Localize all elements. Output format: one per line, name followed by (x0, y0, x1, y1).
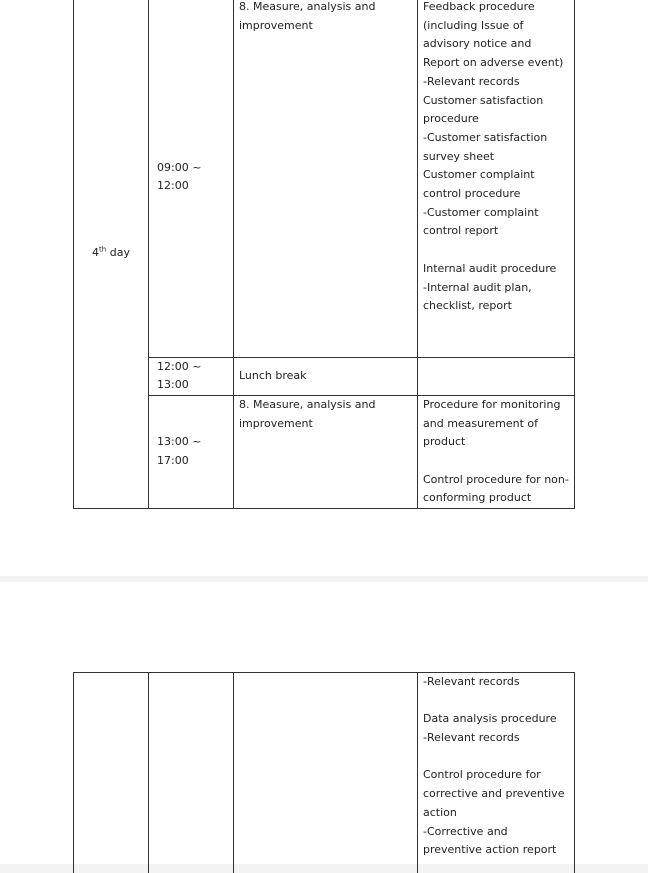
document-entry: Customer satisfaction procedure (423, 93, 544, 126)
document-entry: Feedback procedure (including Issue of advisory notice and Report on adverse event) (423, 0, 564, 70)
time-cell (149, 0, 234, 357)
document-entry: -Customer complaint control report (423, 205, 539, 238)
document-entry: -Internal audit plan, checklist, report (423, 280, 532, 313)
session-time: 09:00 ~ 12:00 (157, 160, 202, 193)
documents-cell (418, 395, 575, 508)
clause-cell (234, 357, 418, 395)
document-entry: Customer complaint control procedure (423, 168, 535, 201)
clause-cell (234, 395, 418, 508)
session-time: 12:00 ~ 13:00 (157, 359, 202, 392)
time-cell (149, 357, 234, 395)
document-entry: Procedure for monitoring and measurement of product (423, 397, 561, 449)
document-entry: Control procedure for corrective and preventive action (423, 768, 565, 819)
table-row (74, 0, 575, 357)
table-row (74, 673, 575, 873)
session-time: 13:00 ~ 17:00 (157, 435, 202, 467)
clause-cell (234, 0, 418, 357)
time-cell (149, 673, 234, 873)
day-cell (74, 0, 149, 509)
table-row (74, 395, 575, 508)
document-entry: -Relevant records (423, 74, 520, 88)
clause-cell (234, 673, 418, 873)
document-entry: Control procedure for non-conforming product (423, 472, 569, 505)
document-page-2 (0, 582, 648, 864)
documents-cell (418, 357, 575, 395)
document-entry: -Relevant records (423, 675, 520, 688)
document-entry: -Corrective and preventive action report (423, 824, 557, 857)
clause-title: 8. Measure, analysis and improvement (239, 0, 376, 32)
lunch-label: Lunch break (239, 368, 307, 382)
clause-title: 8. Measure, analysis and improvement (239, 397, 376, 430)
document-entry: Data analysis procedure (423, 712, 557, 726)
document-entry: -Relevant records (423, 731, 520, 745)
day-cell (74, 673, 149, 873)
schedule-table (73, 0, 575, 509)
documents-cell (418, 0, 575, 357)
day-label: day (106, 245, 130, 259)
day-ordinal-suffix: th (99, 245, 107, 254)
documents-cell (418, 673, 575, 873)
day-number: 4 (92, 245, 100, 259)
document-entry: Internal audit procedure (423, 261, 557, 275)
table-row (74, 357, 575, 395)
schedule-table (73, 672, 575, 873)
time-cell (149, 395, 234, 508)
document-entry: -Customer satisfaction survey sheet (423, 130, 548, 163)
